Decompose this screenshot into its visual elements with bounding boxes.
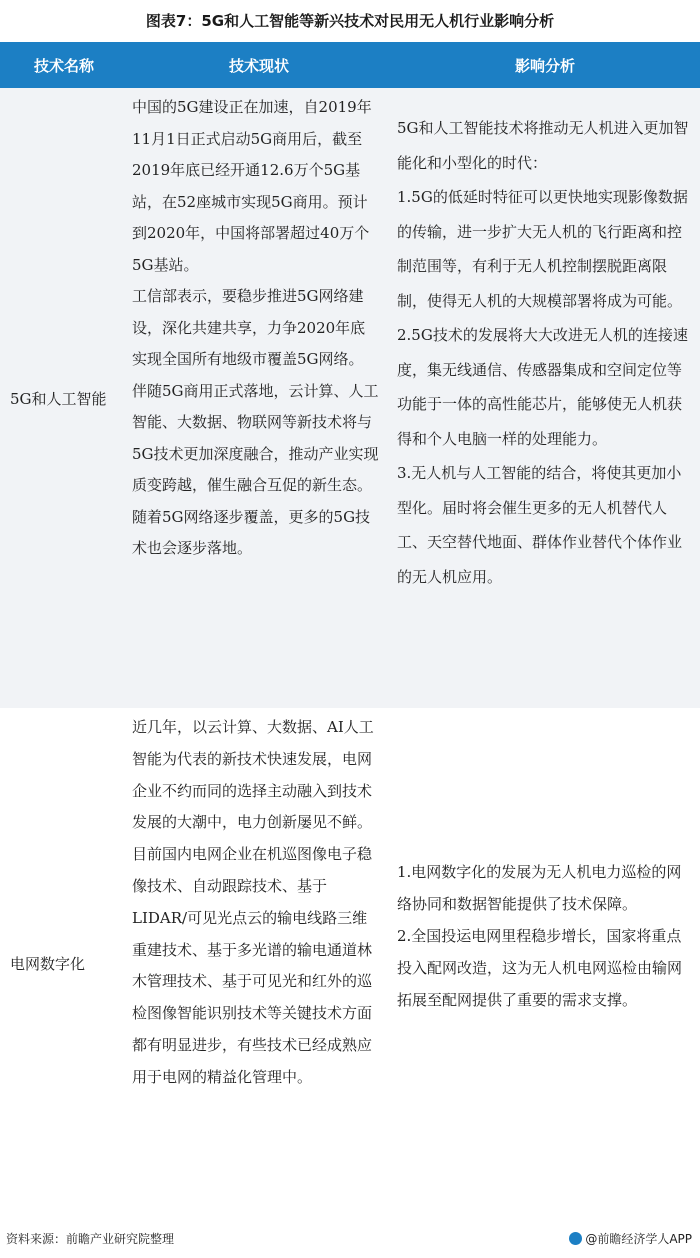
impact-paragraph: 5G和人工智能技术将推动无人机进入更加智能化和小型化的时代： xyxy=(397,119,689,172)
brand-text: @前瞻经济学人APP xyxy=(585,1232,692,1246)
brand-logo-icon xyxy=(569,1232,582,1245)
table-row xyxy=(0,708,700,1218)
status-paragraph: 伴随5G商用正式落地，云计算、人工智能、大数据、物联网等新技术将与5G技术更加深度融合，推动产业实现质变跨越，催生融合互促的新生态。随着5G网络逐步覆盖，更多的5G技术也会逐步落地。 xyxy=(132,381,379,557)
table-header xyxy=(0,42,700,88)
brand-credit xyxy=(569,1230,692,1247)
source-note: 资料来源：前瞻产业研究院整理 xyxy=(6,1232,175,1246)
header-tech-name: 技术名称 xyxy=(33,56,94,75)
footer xyxy=(0,1222,700,1258)
impact-analysis-cell xyxy=(397,111,689,594)
impact-paragraph: 2.5G技术的发展将大大改进无人机的连接速度，集无线通信、传感器集成和空间定位等功能于一体的高性能芯片，能够使无人机获得和个人电脑一样的处理能力。 xyxy=(397,326,688,448)
status-paragraph: 工信部表示，要稳步推进5G网络建设，深化共建共享，力争2020年底实现全国所有地级市覆盖5G网络。 xyxy=(132,287,366,368)
tech-name-cell: 电网数字化 xyxy=(10,954,86,973)
impact-paragraph: 1.电网数字化的发展为无人机电力巡检的网络协同和数据智能提供了技术保障。 xyxy=(397,863,682,913)
table-row xyxy=(0,88,700,708)
tech-status-cell xyxy=(132,712,380,1094)
figure-title: 图表7：5G和人工智能等新兴技术对民用无人机行业影响分析 xyxy=(145,11,555,30)
header-tech-status: 技术现状 xyxy=(228,56,289,75)
header-impact-analysis: 影响分析 xyxy=(514,56,575,75)
tech-status-cell xyxy=(132,92,380,565)
tech-name-cell: 5G和人工智能 xyxy=(10,389,107,408)
impact-paragraph: 3.无人机与人工智能的结合，将使其更加小型化。届时将会催生更多的无人机替代人工、天空替代地面、群体作业替代个体作业的无人机应用。 xyxy=(397,464,683,586)
impact-paragraph: 1.5G的低延时特征可以更快地实现影像数据的传输，进一步扩大无人机的飞行距离和控制范围等，有利于无人机控制摆脱距离限制，使得无人机的大规模部署将成为可能。 xyxy=(397,188,688,310)
status-paragraph: 近几年，以云计算、大数据、AI人工智能为代表的新技术快速发展，电网企业不约而同的选择主动融入到技术发展的大潮中，电力创新屡见不鲜。 xyxy=(132,718,374,832)
impact-analysis-cell xyxy=(397,856,689,1016)
status-paragraph: 目前国内电网企业在机巡图像电子稳像技术、自动跟踪技术、基于LIDAR/可见光点云的输电线路三维重建技术、基于多光谱的输电通道林木管理技术、基于可见光和红外的巡检图像智能识别技术等关键技术方面都有明显进步，有些技术已经成熟应用于电网的精益化管理中。 xyxy=(132,845,373,1086)
status-paragraph: 中国的5G建设正在加速，自2019年11月1日正式启动5G商用后，截至2019年底已经开通12.6万个5G基站，在52座城市实现5G商用。预计到2020年，中国将部署超过40万个5G基站。 xyxy=(132,98,372,274)
impact-paragraph: 2.全国投运电网里程稳步增长，国家将重点投入配网改造，这为无人机电网巡检由输网拓展至配网提供了重要的需求支撑。 xyxy=(397,927,683,1009)
